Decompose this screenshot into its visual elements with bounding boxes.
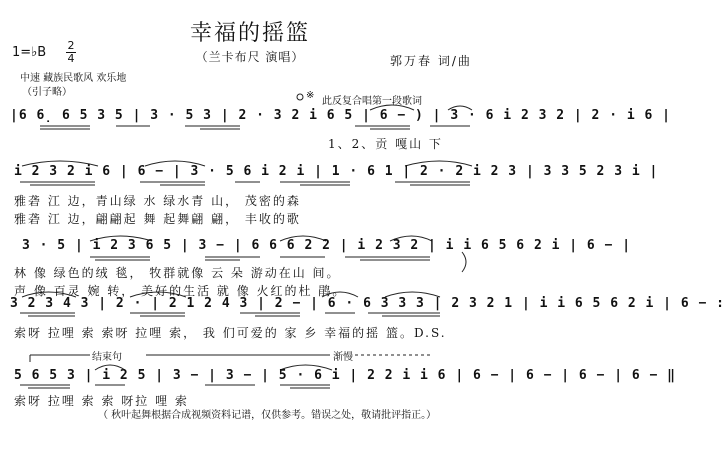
- tempo-style: 中速 藏族民歌风 欢乐地: [20, 73, 127, 84]
- time-signature-bottom: 4: [67, 52, 75, 65]
- time-signature: [66, 41, 76, 64]
- lyric-line-3b: 声 像 百灵 婉 转， 美好的生活 就 像 火红的杜 鹃。: [14, 284, 347, 298]
- score-line-2: i 2 3 2 i 6 | 6 − | 3 · 5 6 i 2 i | 1 · 6 1 | 2 · 2 i 2 3 | 3 3 5 2 3 i |: [14, 164, 659, 179]
- performer-subtitle: （兰卡布尺 演唱）: [195, 50, 305, 64]
- lyric-line-1: 1、2、贡 嘎山 下: [328, 137, 443, 151]
- transcription-note: （ 秋叶起舞根据合成视频资料记谱，仅供参考。错误之处，敬请批评指正。）: [98, 410, 437, 421]
- slowing-mark: 渐慢: [333, 352, 353, 363]
- end-phrase-mark: 结束句: [92, 352, 122, 363]
- composer-credit: 郭万春 词/曲: [390, 54, 472, 68]
- segno-icon: ※: [306, 90, 315, 101]
- repeat-note: 此反复合唱第一段歌词: [322, 96, 422, 107]
- lyric-line-5: 索呀 拉哩 索 索 呀拉 哩 索: [14, 394, 189, 408]
- lyric-line-3a: 林 像 绿色的绒 毯， 牧群就像 云 朵 游动在山 间。: [14, 266, 341, 280]
- time-signature-top: 2: [67, 39, 75, 52]
- lyric-line-4: 索呀 拉哩 索 索呀 拉哩 索， 我 们可爱的 家 乡 幸福的摇 篮。D.S.: [14, 326, 447, 340]
- score-line-1: |6 6̣ 6 5 3 5 | 3 · 5 3 | 2 · 3 2 i 6 5 | 6 − ) | 3 · 6 i 2 3 2 | 2 · i 6 |: [10, 108, 671, 123]
- score-line-5: 5 6 5 3 | i 2 5 | 3 − | 3 − | 5 · 6 i | 2 2 i i 6 | 6 − | 6 − | 6 − | 6 − ‖: [14, 368, 676, 383]
- lyric-line-2a: 雅砻 江 边，青山绿 水 绿水青 山， 茂密的森: [14, 194, 301, 208]
- intro-note: （引子略）: [22, 87, 72, 98]
- score-line-4: 3 2 3 4 3 | 2 · | 2 1 2 4 3 | 2 − | 6 · 6 3 3 3 | 2 3 2 1 | i i 6 5 6 2 i | 6 − :: [10, 296, 725, 311]
- score-line-3: 3 · 5 | i 2 3 6 5 | 3 − | 6 6 6 2 2 | i 2 3 2 | i i 6 5 6 2 i | 6 − |: [22, 238, 632, 253]
- page-title: 幸福的摇篮: [189, 21, 310, 46]
- lyric-line-2b: 雅砻 江 边，翩翩起 舞 起舞翩 翩， 丰收的歌: [14, 212, 301, 226]
- key-signature: 1=♭B: [12, 45, 47, 60]
